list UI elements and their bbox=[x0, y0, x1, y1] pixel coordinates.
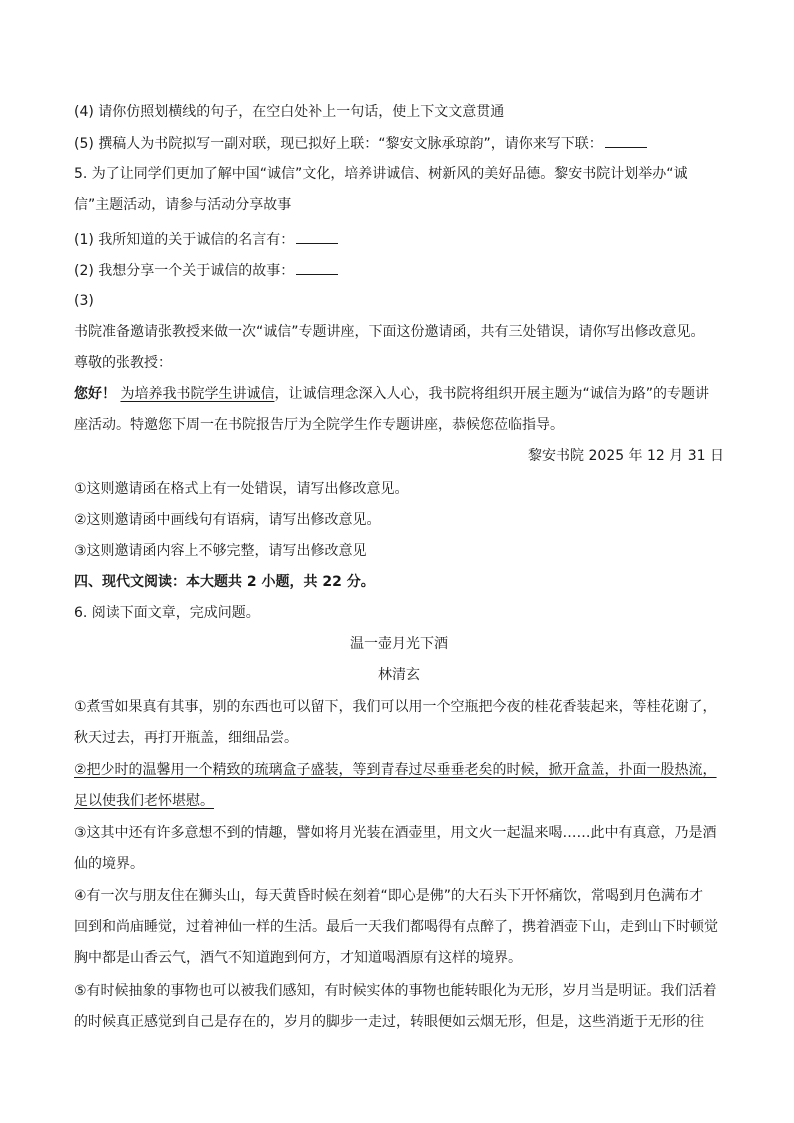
question-5-line-2: 信”主题活动，请参与活动分享故事 bbox=[74, 197, 292, 213]
paragraph-2-line-2 bbox=[74, 791, 724, 811]
question-5-1-text: (1) 我所知道的关于诚信的名言有： bbox=[74, 232, 295, 248]
question-5-line-1: 5. 为了让同学们更加了解中国“诚信”文化，培养讲诚信、树新风的美好品德。黎安书院计划举办“诚 bbox=[74, 166, 688, 182]
paragraph-5-line-1: ⑤有时候抽象的事物也可以被我们感知，有时候实体的事物也能转眼化为无形，岁月当是明证。我们活着 bbox=[74, 983, 717, 999]
question-5-2-text: (2) 我想分享一个关于诚信的故事： bbox=[74, 263, 295, 279]
answer-blank bbox=[296, 229, 338, 244]
underlined-sentence: 为培养我书院学生讲诚信 bbox=[120, 386, 275, 402]
paragraph-1-line-2: 秋天过去，再打开瓶盖，细细品尝。 bbox=[74, 730, 298, 746]
paragraph-4-line-1: ④有一次与朋友住在狮头山，每天黄昏时候在刻着“即心是佛”的大石头下开怀痛饮，常喝到月色满布才 bbox=[74, 888, 704, 904]
letter-signature: 黎安书院 2025 年 12 月 31 日 bbox=[528, 448, 724, 464]
answer-blank bbox=[605, 133, 647, 148]
letter-body-line-2: 座活动。特邀您下周一在书院报告厅为全院学生作专题讲座，恭候您莅临指导。 bbox=[74, 417, 564, 433]
question-5-3-intro: 书院准备邀请张教授来做一次“诚信”专题讲座，下面这份邀请函，共有三处错误，请你写出修改意见。 bbox=[74, 324, 705, 340]
letter-salutation: 尊敬的张教授： bbox=[74, 355, 172, 371]
letter-greeting: 您好！ bbox=[74, 386, 116, 402]
sub-question-1: ①这则邀请函在格式上有一处错误，请写出修改意见。 bbox=[74, 481, 409, 497]
question-4-5 bbox=[74, 133, 724, 153]
paragraph-2-underlined: 足以使我们老怀堪慰。 bbox=[74, 793, 214, 809]
article-author: 林清玄 bbox=[378, 667, 420, 683]
question-4-5-text: (5) 撰稿人为书院拟写一副对联，现已拟好上联：“黎安文脉承琼韵”，请你来写下联： bbox=[74, 136, 603, 152]
question-5-3: (3) bbox=[74, 293, 94, 309]
letter-body-rest: ，让诚信理念深入人心，我书院将组织开展主题为“诚信为路”的专题讲 bbox=[274, 386, 709, 402]
paragraph-2-line-1: ②把少时的温馨用一个精致的琉璃盒子盛装，等到青春过尽垂垂老矣的时候，掀开盒盖，扑面一股热流， bbox=[74, 762, 717, 778]
paragraph-4-line-3: 胸中都是山香云气，酒气不知道跑到何方，才知道喝酒原有这样的境界。 bbox=[74, 950, 522, 966]
question-5-1 bbox=[74, 229, 724, 249]
letter-body-line-1 bbox=[74, 384, 724, 404]
section-heading: 四、现代文阅读：本大题共 2 小题，共 22 分。 bbox=[74, 574, 375, 590]
paragraph-1-line-1: ①煮雪如果真有其事，别的东西也可以留下，我们可以用一个空瓶把今夜的桂花香装起来，等桂花谢了， bbox=[74, 699, 717, 715]
paragraph-3-line-1: ③这其中还有许多意想不到的情趣，譬如将月光装在酒壶里，用文火一起温来喝……此中有真意，乃是酒 bbox=[74, 825, 717, 841]
paragraph-4-line-2: 回到和尚庙睡觉，过着神仙一样的生活。最后一天我们都喝得有点醉了，携着酒壶下山，走到山下时顿觉 bbox=[74, 919, 718, 935]
question-4-4: (4) 请你仿照划横线的句子，在空白处补上一句话，使上下文文意贯通 bbox=[74, 104, 505, 120]
article-title: 温一壶月光下酒 bbox=[350, 636, 448, 652]
paragraph-5-line-2: 的时候真正感觉到自己是存在的，岁月的脚步一走过，转眼便如云烟无形，但是，这些消逝于无形的往 bbox=[74, 1014, 704, 1030]
answer-blank bbox=[296, 260, 338, 275]
sub-question-3: ③这则邀请函内容上不够完整，请写出修改意见 bbox=[74, 543, 367, 559]
question-6-intro: 6. 阅读下面文章，完成问题。 bbox=[74, 605, 260, 621]
question-5-2 bbox=[74, 260, 724, 280]
sub-question-2: ②这则邀请函中画线句有语病，请写出修改意见。 bbox=[74, 512, 381, 528]
paragraph-3-line-2: 仙的境界。 bbox=[74, 856, 144, 872]
